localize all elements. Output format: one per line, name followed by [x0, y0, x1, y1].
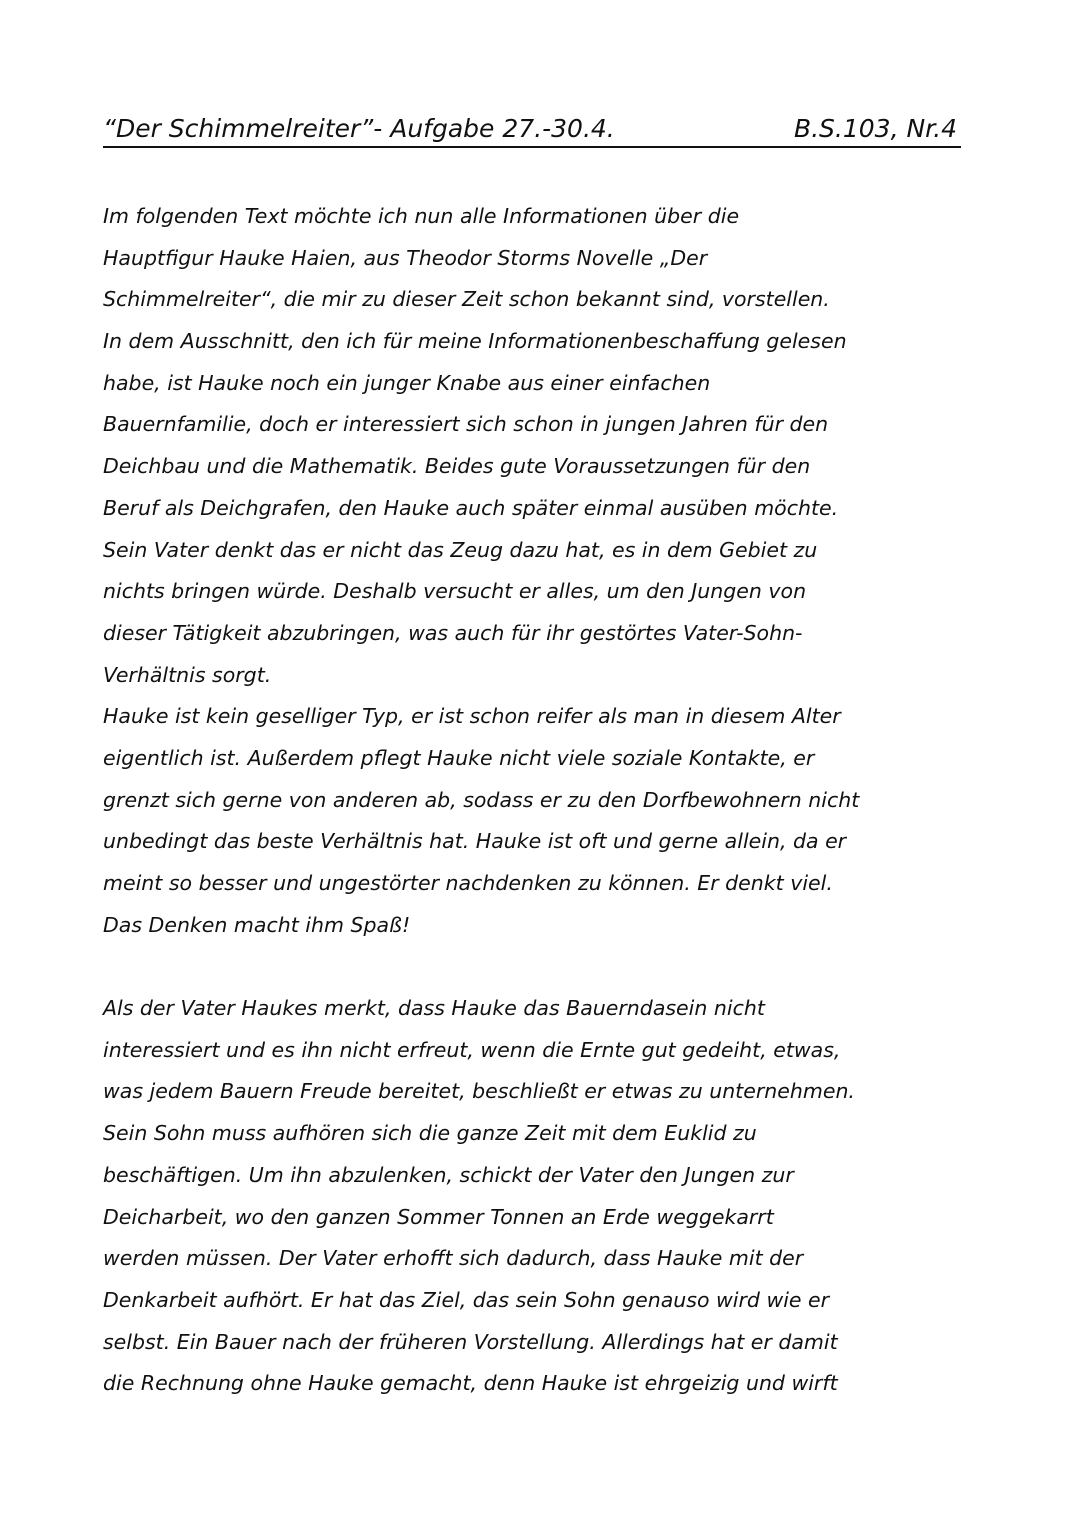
text-line: unbedingt das beste Verhältnis hat. Hauke ist oft und gerne allein, da er: [103, 829, 847, 854]
text-line: Sein Vater denkt das er nicht das Zeug dazu hat, es in dem Gebiet zu: [103, 537, 818, 562]
text-line: interessiert und es ihn nicht erfreut, wenn die Ernte gut gedeiht, etwas,: [103, 1037, 841, 1062]
text-line: Sein Sohn muss aufhören sich die ganze Zeit mit dem Euklid zu: [103, 1121, 757, 1146]
paragraph-father: [103, 988, 983, 1405]
text-line: Das Denken macht ihm Spaß!: [103, 912, 411, 937]
text-line: meint so besser und ungestörter nachdenken zu können. Er denkt viel.: [103, 871, 833, 895]
paragraph-character: [103, 696, 983, 946]
text-line: habe, ist Hauke noch ein junger Knabe aus einer einfachen: [103, 370, 711, 395]
text-line: Im folgenden Text möchte ich nun alle Informationen über die: [103, 204, 740, 228]
document-title: “Der Schimmelreiter”- Aufgabe 27.-30.4.: [103, 114, 615, 143]
essay-body: [103, 196, 983, 1405]
text-line: Deichbau und die Mathematik. Beides gute Voraussetzungen für den: [103, 454, 811, 479]
text-line: beschäftigen. Um ihn abzulenken, schickt der Vater den Jungen zur: [103, 1162, 794, 1187]
text-line: Hauke ist kein geselliger Typ, er ist schon reifer als man in diesem Alter: [103, 704, 841, 729]
text-line: grenzt sich gerne von anderen ab, sodass er zu den Dorfbewohnern nicht: [103, 787, 860, 812]
text-line: nichts bringen würde. Deshalb versucht er alles, um den Jungen von: [103, 579, 807, 604]
document-header: [103, 112, 961, 148]
text-line: Hauptfigur Hauke Haien, aus Theodor Storms Novelle „Der: [103, 245, 708, 270]
text-line: In dem Ausschnitt, den ich für meine Informationenbeschaffung gelesen: [103, 329, 847, 354]
text-line: eigentlich ist. Außerdem pflegt Hauke nicht viele soziale Kontakte, er: [103, 745, 815, 770]
text-line: Bauernfamilie, doch er interessiert sich schon in jungen Jahren für den: [103, 412, 829, 437]
book-reference: B.S.103, Nr.4: [793, 114, 957, 143]
text-line: Denkarbeit aufhört. Er hat das Ziel, das sein Sohn genauso wird wie er: [103, 1287, 830, 1312]
text-line: selbst. Ein Bauer nach der früheren Vorstellung. Allerdings hat er damit: [103, 1329, 838, 1354]
text-line: Verhältnis sorgt.: [103, 662, 272, 687]
text-line: die Rechnung ohne Hauke gemacht, denn Hauke ist ehrgeizig und wirft: [103, 1371, 838, 1396]
text-line: Als der Vater Haukes merkt, dass Hauke das Bauerndasein nicht: [103, 996, 765, 1021]
paragraph-spacer: [103, 946, 983, 988]
paragraph-introduction: [103, 196, 983, 696]
text-line: dieser Tätigkeit abzubringen, was auch für ihr gestörtes Vater-Sohn-: [103, 620, 803, 645]
text-line: was jedem Bauern Freude bereitet, beschließt er etwas zu unternehmen.: [103, 1079, 855, 1104]
text-line: Schimmelreiter“, die mir zu dieser Zeit schon bekannt sind, vorstellen.: [103, 287, 830, 312]
text-line: werden müssen. Der Vater erhofft sich dadurch, dass Hauke mit der: [103, 1246, 804, 1271]
text-line: Deicharbeit, wo den ganzen Sommer Tonnen an Erde weggekarrt: [103, 1204, 774, 1229]
text-line: Beruf als Deichgrafen, den Hauke auch später einmal ausüben möchte.: [103, 495, 839, 520]
